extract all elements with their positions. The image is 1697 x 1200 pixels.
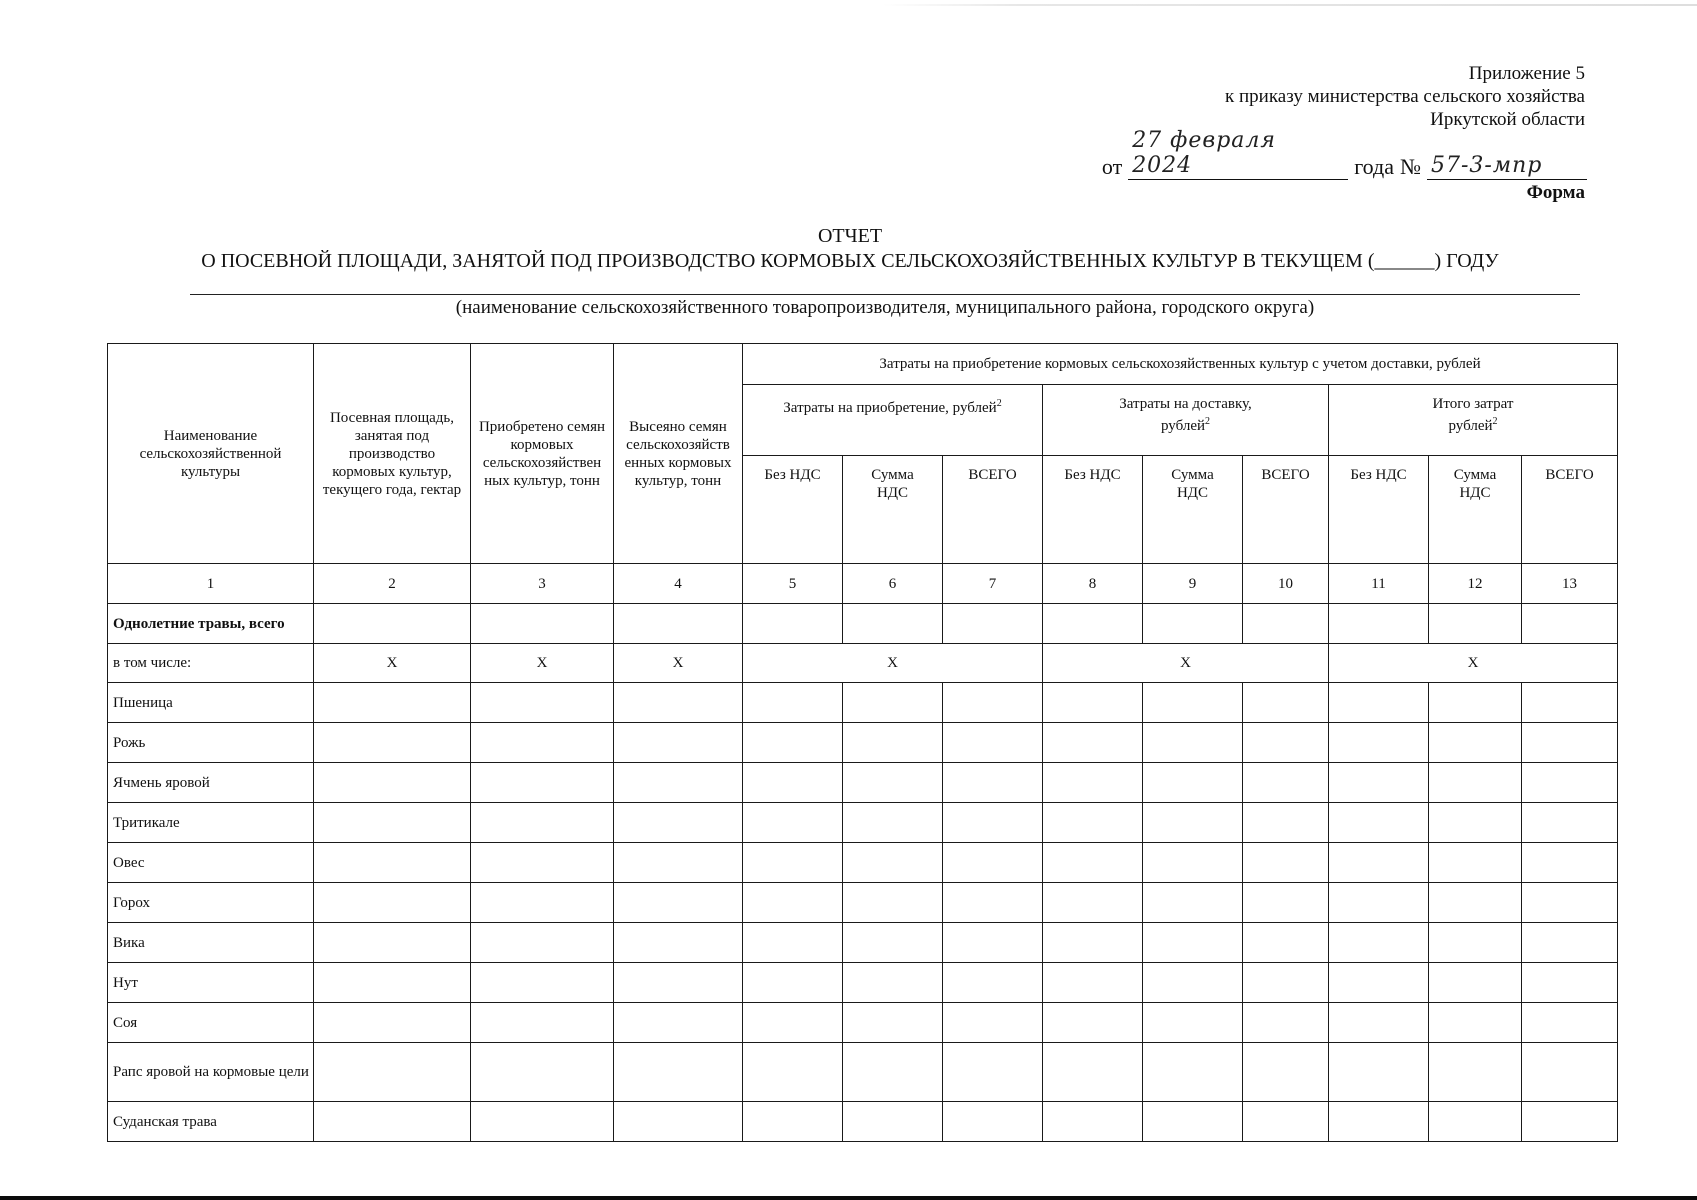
data-cell[interactable] [1429,923,1522,963]
data-cell[interactable] [471,923,614,963]
crop-name-cell: Рожь [108,723,314,763]
data-cell[interactable] [1429,763,1522,803]
data-cell[interactable] [943,923,1043,963]
data-cell[interactable] [1329,683,1429,723]
data-cell[interactable] [743,803,843,843]
footnote-mark: 2 [1205,416,1211,427]
data-cell[interactable] [843,683,943,723]
data-cell[interactable] [1429,803,1522,843]
data-cell[interactable] [1429,1102,1522,1142]
data-cell[interactable] [314,683,471,723]
scan-bottom-edge [0,1196,1697,1200]
data-cell[interactable] [1329,1003,1429,1043]
data-cell[interactable] [843,1003,943,1043]
data-cell[interactable] [1329,963,1429,1003]
data-cell[interactable] [1522,803,1618,843]
annual-grasses-row [108,604,1618,644]
data-cell[interactable] [1143,683,1243,723]
data-cell[interactable] [843,963,943,1003]
data-cell[interactable] [471,1003,614,1043]
data-cell[interactable] [1143,1003,1243,1043]
data-cell[interactable] [1243,963,1329,1003]
data-cell[interactable] [471,1102,614,1142]
data-cell[interactable] [1143,843,1243,883]
data-cell[interactable] [614,923,743,963]
column-number-cell: 13 [1522,564,1618,604]
data-cell[interactable] [1522,1102,1618,1142]
data-cell[interactable] [1522,963,1618,1003]
data-cell[interactable] [614,1102,743,1142]
data-cell[interactable] [943,1102,1043,1142]
data-cell[interactable] [1522,923,1618,963]
header-row-1 [108,344,1618,385]
crop-row [108,923,1618,963]
purchase-costs-text: Затраты на приобретение, рублей [783,400,997,416]
vat-sum-text-2: НДС [1459,485,1491,501]
data-cell[interactable] [1143,963,1243,1003]
header-delivery-costs [1043,385,1329,456]
data-cell[interactable] [1522,883,1618,923]
data-cell[interactable] [1522,1003,1618,1043]
data-cell[interactable] [943,763,1043,803]
data-cell[interactable] [1429,723,1522,763]
total-costs-text-2: рублей [1448,418,1493,434]
column-number-cell: 3 [471,564,614,604]
data-cell[interactable] [843,843,943,883]
crop-row [108,683,1618,723]
order-date-handwritten: 27 февраля 2024 [1128,128,1348,180]
crop-name-cell: Вика [108,923,314,963]
data-cell[interactable] [1429,843,1522,883]
crop-row [108,763,1618,803]
data-cell[interactable] [743,963,843,1003]
data-cell[interactable] [1043,883,1143,923]
column-number-cell: 2 [314,564,471,604]
appendix-line-1: Приложение 5 [1468,63,1585,84]
data-cell[interactable] [1043,604,1143,644]
column-number-cell: 8 [1043,564,1143,604]
column-number-cell: 1 [108,564,314,604]
data-cell[interactable] [614,843,743,883]
data-cell[interactable] [1143,1043,1243,1102]
crop-row [108,1102,1618,1142]
header-total: ВСЕГО [943,456,1043,564]
data-cell[interactable] [743,604,843,644]
order-year-word: года [1354,154,1394,179]
data-cell[interactable] [943,723,1043,763]
data-cell[interactable] [614,723,743,763]
column-number-cell: 11 [1329,564,1429,604]
crop-name-cell: Соя [108,1003,314,1043]
header-purchased-seeds: Приобретено семян кормовых сельскохозяйствен ных культур, тонн [471,344,614,564]
data-cell[interactable] [614,803,743,843]
data-cell[interactable] [1522,763,1618,803]
data-cell[interactable] [471,1043,614,1102]
data-cell[interactable] [471,723,614,763]
vat-sum-text-2: НДС [1176,485,1209,501]
data-cell[interactable] [314,963,471,1003]
data-cell[interactable] [743,683,843,723]
crop-name-cell: Нут [108,963,314,1003]
column-number-cell: 10 [1243,564,1329,604]
crop-name-cell: Пшеница [108,683,314,723]
data-cell[interactable] [314,763,471,803]
report-subtitle: О ПОСЕВНОЙ ПЛОЩАДИ, ЗАНЯТОЙ ПОД ПРОИЗВОДСТВО КОРМОВЫХ СЕЛЬСКОХОЗЯЙСТВЕННЫХ КУЛЬТУР В ТЕКУЩЕМ (______) ГОДУ [201,250,1499,272]
header-sown-seeds: Высеяно семян сельскохозяйств енных кормовых культур, тонн [614,344,743,564]
data-cell[interactable] [843,883,943,923]
crop-row [108,1043,1618,1102]
crop-row [108,1003,1618,1043]
data-cell[interactable] [1243,604,1329,644]
crop-row [108,803,1618,843]
data-cell[interactable] [1243,763,1329,803]
data-cell[interactable] [943,843,1043,883]
data-cell[interactable] [843,1102,943,1142]
data-cell[interactable] [1143,1102,1243,1142]
data-cell[interactable] [943,803,1043,843]
data-cell[interactable] [743,763,843,803]
total-costs-text-1: Итого затрат [1432,396,1514,412]
data-cell[interactable] [1429,1043,1522,1102]
data-cell[interactable] [1329,723,1429,763]
crop-row [108,843,1618,883]
data-cell[interactable] [314,883,471,923]
column-number-cell: 9 [1143,564,1243,604]
header-vat-sum [1143,456,1243,564]
data-cell[interactable] [471,963,614,1003]
data-cell[interactable] [943,683,1043,723]
vat-sum-text-1: Сумма [1171,467,1214,483]
data-cell[interactable] [1522,683,1618,723]
data-cell[interactable] [1043,1102,1143,1142]
x-mark-cell: Х [1329,644,1618,683]
data-cell[interactable] [314,803,471,843]
annual-grasses-label: Однолетние травы, всего [108,604,314,644]
data-cell[interactable] [1522,604,1618,644]
order-reference [1102,128,1587,180]
data-cell[interactable] [1043,923,1143,963]
x-mark-cell: Х [743,644,1043,683]
order-number-handwritten: 57-3-мпр [1427,153,1587,180]
data-cell[interactable] [471,683,614,723]
x-mark-cell: Х [1043,644,1329,683]
header-total-costs [1329,385,1618,456]
forma-label: Форма [1526,182,1585,203]
crop-name-cell: Рапс яровой на кормовые цели [108,1043,314,1102]
data-cell[interactable] [943,883,1043,923]
data-cell[interactable] [1329,843,1429,883]
producer-name-caption: (наименование сельскохозяйственного товаропроизводителя, муниципального района, городского округа) [455,297,1315,318]
data-cell[interactable] [614,963,743,1003]
data-cell[interactable] [1143,723,1243,763]
data-cell[interactable] [1429,963,1522,1003]
data-cell[interactable] [1043,803,1143,843]
data-cell[interactable] [614,1003,743,1043]
data-cell[interactable] [1143,883,1243,923]
header-sown-area: Посевная площадь, занятая под производство кормовых культур, текущего года, гектар [314,344,471,564]
producer-name-line [190,294,1580,295]
order-prefix: от [1101,154,1123,179]
data-cell[interactable] [943,1003,1043,1043]
data-cell[interactable] [1243,683,1329,723]
footnote-mark: 2 [1492,416,1498,427]
data-cell[interactable] [943,963,1043,1003]
x-mark-cell: Х [614,644,743,683]
data-cell[interactable] [314,923,471,963]
data-cell[interactable] [743,843,843,883]
crop-name-cell: Ячмень яровой [108,763,314,803]
appendix-header [1225,62,1585,131]
data-cell[interactable] [1329,803,1429,843]
data-cell[interactable] [1243,923,1329,963]
delivery-costs-text-1: Затраты на доставку, [1119,396,1252,412]
crop-name-cell: Тритикале [108,803,314,843]
data-cell[interactable] [1143,604,1243,644]
data-cell[interactable] [843,1043,943,1102]
data-cell[interactable] [1143,763,1243,803]
header-purchase-costs [743,385,1043,456]
data-cell[interactable] [1329,1043,1429,1102]
data-cell[interactable] [1243,803,1329,843]
data-cell[interactable] [314,843,471,883]
data-cell[interactable] [1243,843,1329,883]
data-cell[interactable] [1522,1043,1618,1102]
crop-row [108,723,1618,763]
data-cell[interactable] [314,723,471,763]
data-cell[interactable] [614,763,743,803]
header-no-vat: Без НДС [743,456,843,564]
footnote-mark: 2 [996,398,1002,409]
data-cell[interactable] [614,1043,743,1102]
data-cell[interactable] [1043,1003,1143,1043]
header-no-vat: Без НДС [1329,456,1429,564]
data-cell[interactable] [843,803,943,843]
crop-name-cell: Горох [108,883,314,923]
data-cell[interactable] [471,803,614,843]
data-cell[interactable] [314,1003,471,1043]
x-mark-cell: Х [471,644,614,683]
header-no-vat: Без НДС [1043,456,1143,564]
data-cell[interactable] [743,1043,843,1102]
column-number-cell: 5 [743,564,843,604]
header-costs-group: Затраты на приобретение кормовых сельскохозяйственных культур с учетом доставки, рублей [743,344,1618,385]
data-cell[interactable] [1043,723,1143,763]
data-cell[interactable] [1143,923,1243,963]
column-number-cell: 7 [943,564,1043,604]
data-cell[interactable] [943,604,1043,644]
data-cell[interactable] [1329,883,1429,923]
crop-name-cell: Суданская трава [108,1102,314,1142]
data-cell[interactable] [1329,763,1429,803]
data-cell[interactable] [743,1102,843,1142]
data-cell[interactable] [1243,1102,1329,1142]
delivery-costs-text-2: рублей [1160,418,1206,434]
x-mark-cell: Х [314,644,471,683]
column-number-cell: 4 [614,564,743,604]
data-cell[interactable] [843,723,943,763]
data-cell[interactable] [743,723,843,763]
data-cell[interactable] [843,763,943,803]
data-cell[interactable] [1429,1003,1522,1043]
data-cell[interactable] [1429,683,1522,723]
data-cell[interactable] [314,1102,471,1142]
crop-name-cell: Овес [108,843,314,883]
crop-row [108,883,1618,923]
column-number-cell: 6 [843,564,943,604]
column-number-row [108,564,1618,604]
data-cell[interactable] [743,923,843,963]
data-cell[interactable] [843,923,943,963]
data-cell[interactable] [1043,963,1143,1003]
data-cell[interactable] [1429,604,1522,644]
data-cell[interactable] [614,604,743,644]
data-cell[interactable] [1043,683,1143,723]
data-cell[interactable] [1522,843,1618,883]
data-cell[interactable] [1329,923,1429,963]
data-cell[interactable] [1429,883,1522,923]
report-table [107,343,1618,1142]
data-cell[interactable] [314,1043,471,1102]
including-row [108,644,1618,683]
vat-sum-text-1: Сумма [1453,467,1497,483]
data-cell[interactable] [471,843,614,883]
data-cell[interactable] [943,1043,1043,1102]
data-cell[interactable] [614,683,743,723]
data-cell[interactable] [1522,723,1618,763]
appendix-line-3: Иркутской области [1430,109,1585,130]
including-label: в том числе: [108,644,314,683]
data-cell[interactable] [1043,843,1143,883]
data-cell[interactable] [1043,1043,1143,1102]
header-total: ВСЕГО [1522,456,1618,564]
data-cell[interactable] [1329,604,1429,644]
header-total: ВСЕГО [1243,456,1329,564]
vat-sum-text-1: Сумма [871,467,914,483]
data-cell[interactable] [314,604,471,644]
crop-row [108,963,1618,1003]
scan-top-edge [0,4,1697,6]
vat-sum-text-2: НДС [876,485,909,501]
data-cell[interactable] [1329,1102,1429,1142]
data-cell[interactable] [743,1003,843,1043]
header-crop-name: Наименование сельскохозяйственной культуры [108,344,314,564]
data-cell[interactable] [471,604,614,644]
data-cell[interactable] [1243,883,1329,923]
report-title: ОТЧЕТ [817,225,883,247]
data-cell[interactable] [471,763,614,803]
data-cell[interactable] [1043,763,1143,803]
appendix-line-2: к приказу министерства сельского хозяйства [1225,86,1585,107]
data-cell[interactable] [1243,1043,1329,1102]
column-number-cell: 12 [1429,564,1522,604]
data-cell[interactable] [614,883,743,923]
data-cell[interactable] [1243,723,1329,763]
header-vat-sum [1429,456,1522,564]
order-number-sign: № [1400,154,1421,179]
data-cell[interactable] [743,883,843,923]
data-cell[interactable] [471,883,614,923]
data-cell[interactable] [1143,803,1243,843]
header-vat-sum [843,456,943,564]
data-cell[interactable] [843,604,943,644]
data-cell[interactable] [1243,1003,1329,1043]
